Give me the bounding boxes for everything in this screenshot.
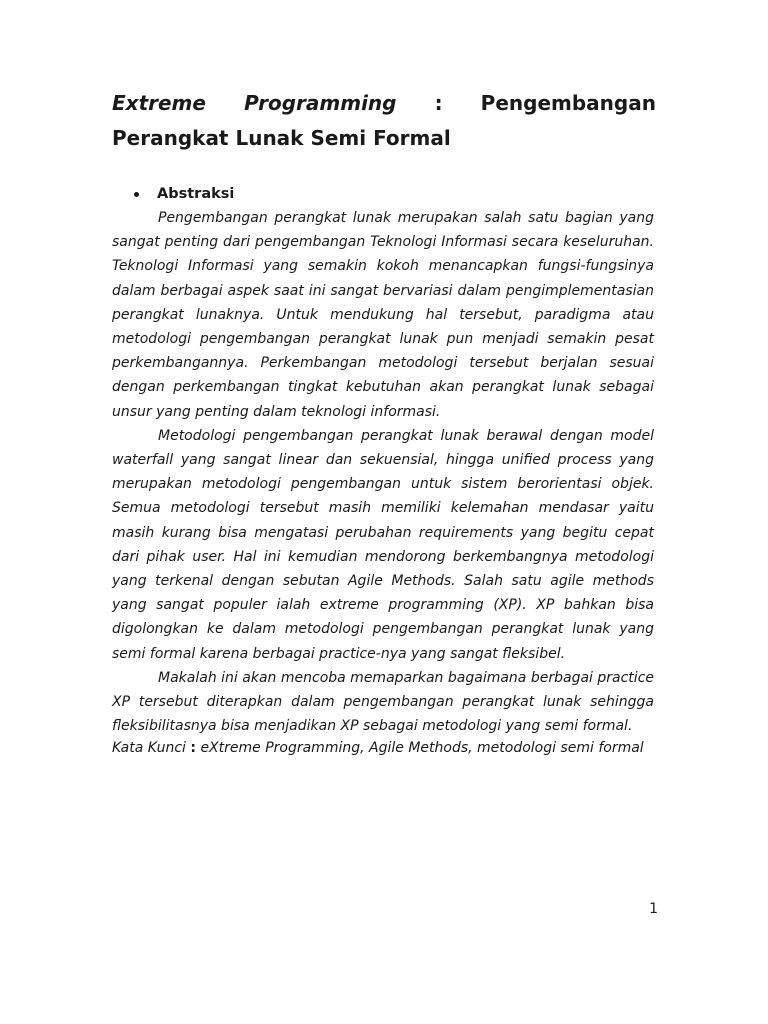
keywords-label: Kata Kunci [112, 740, 186, 756]
abstract-paragraph-2: Metodologi pengembangan perangkat lunak berawal dengan model waterfall yang sangat linear dan sekuensial, hingga unified process yang merupakan metodologi pengembangan untuk sistem berorientasi objek. Semua metodologi tersebut masih memiliki kelemahan mendasar yaitu masih kurang bisa mengatasi perubahan requirements yang begitu cepat dari pihak user. Hal ini kemudian mendorong berkembangnya metodologi yang terkenal dengan sebutan Agile Methods. Salah satu agile methods yang sangat populer ialah extreme programming (XP). XP bahkan bisa digolongkan ke dalam metodologi pengembangan perangkat lunak yang semi formal karena berbagai practice-nya yang sangat fleksibel. [112, 427, 654, 662]
title-colon: : [434, 91, 443, 115]
title-line-2: Perangkat Lunak Semi Formal [112, 126, 451, 150]
keywords-separator: : [190, 740, 196, 756]
section-heading [134, 182, 234, 206]
document-title [112, 86, 656, 156]
abstract-body [112, 206, 654, 738]
title-word-pengembangan: Pengembangan [480, 91, 656, 115]
title-line-1 [112, 86, 656, 121]
title-word-programming: Programming [244, 91, 397, 115]
bullet-icon [134, 192, 139, 197]
abstract-paragraph-3: Makalah ini akan mencoba memaparkan bagaimana berbagai practice XP tersebut diterapkan dalam pengembangan perangkat lunak sehingga fleksibilitasnya bisa menjadikan XP sebagai metodologi yang semi formal. [112, 669, 654, 735]
keywords-line [112, 736, 654, 760]
title-word-extreme: Extreme [112, 91, 206, 115]
page-number: 1 [649, 901, 658, 917]
keywords-value: eXtreme Programming, Agile Methods, metodologi semi formal [200, 740, 644, 756]
section-heading-label: Abstraksi [157, 186, 235, 202]
abstract-paragraph-1: Pengembangan perangkat lunak merupakan salah satu bagian yang sangat penting dari pengembangan Teknologi Informasi secara keseluruhan. Teknologi Informasi yang semakin kokoh menancapkan fungsi-fungsinya dalam berbagai aspek saat ini sangat bervariasi dalam pengimplementasian perangkat lunaknya. Untuk mendukung hal tersebut, paradigma atau metodologi pengembangan perangkat lunak pun menjadi semakin pesat perkembangannya. Perkembangan metodologi tersebut berjalan sesuai dengan perkembangan tingkat kebutuhan akan perangkat lunak sebagai unsur yang penting dalam teknologi informasi. [112, 210, 654, 420]
